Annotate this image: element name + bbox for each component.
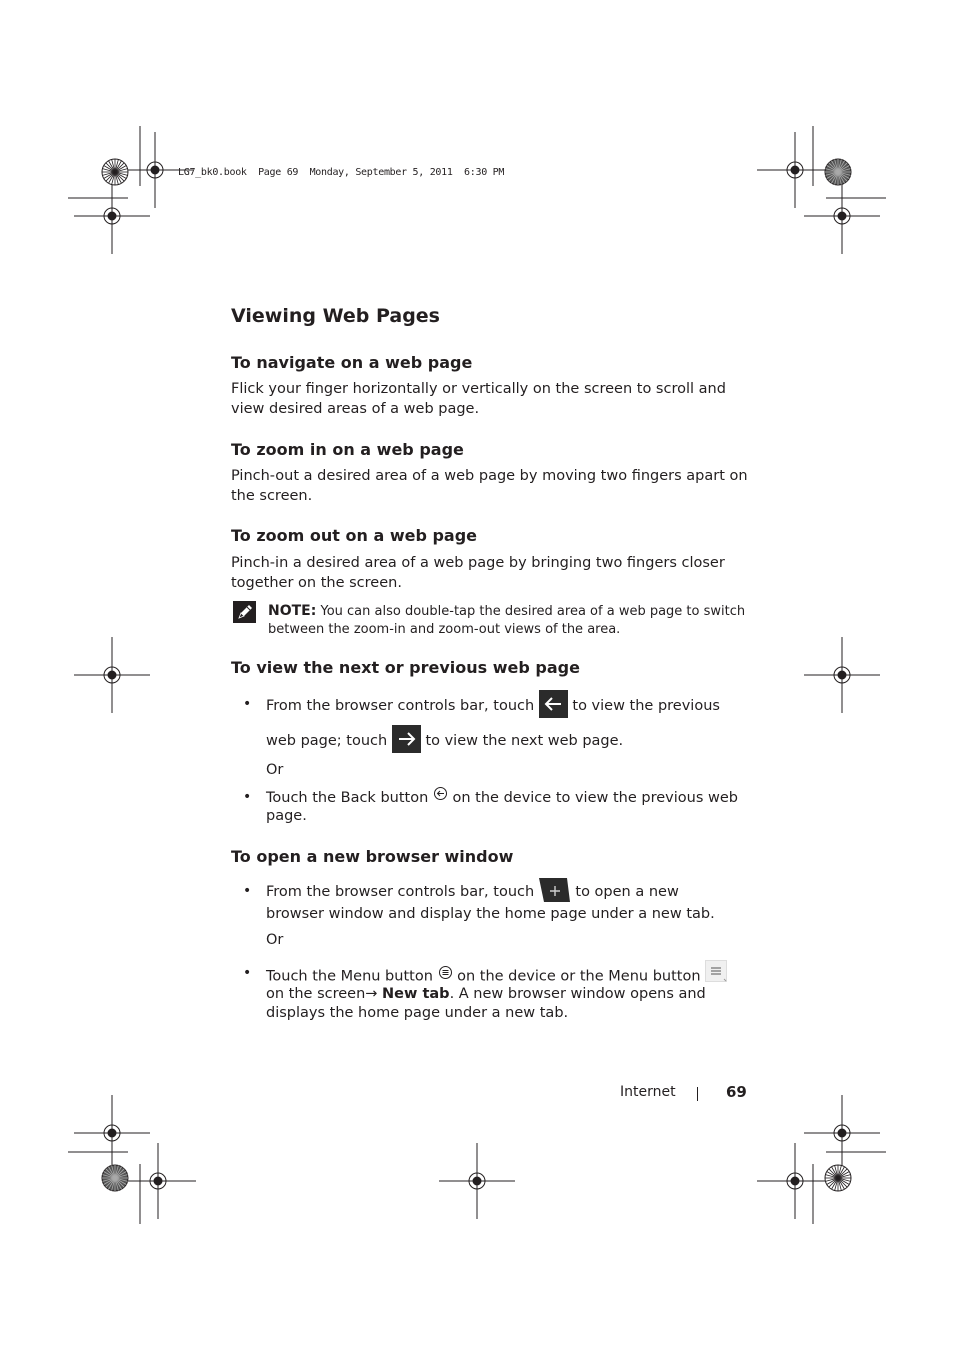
heading-next-prev: To view the next or previous web page xyxy=(231,658,580,677)
new-window-text-5: on the device or the Menu button xyxy=(457,968,701,985)
new-tab-label: New tab xyxy=(382,986,450,1002)
starburst-mark xyxy=(825,1165,851,1191)
or-2: Or xyxy=(266,932,284,948)
text-zoom-in: Pinch-out a desired area of a web page by moving two fingers apart on the screen. xyxy=(231,468,748,504)
registration-target xyxy=(757,1143,833,1219)
note-text xyxy=(268,602,748,639)
registration-target xyxy=(74,637,150,713)
next-prev-line-1 xyxy=(266,692,746,720)
registration-target xyxy=(439,1143,515,1219)
next-prev-text-4: to view the next web page. xyxy=(425,733,624,749)
device-menu-icon xyxy=(438,965,453,987)
page-title: Viewing Web Pages xyxy=(231,305,440,327)
registration-target xyxy=(74,1095,150,1171)
next-prev-text-6: on the device to view the previous web xyxy=(452,789,738,806)
new-window-line-1 xyxy=(266,878,746,906)
note-body: You can also double-tap the desired area of a web page to switch between the zoom-in and zoom-out views of the area. xyxy=(268,604,746,637)
bullet: • xyxy=(243,965,252,981)
note-label: NOTE: xyxy=(268,603,317,619)
heading-new-window: To open a new browser window xyxy=(231,847,514,866)
registration-target xyxy=(74,178,150,254)
forward-arrow-icon[interactable] xyxy=(392,725,421,753)
registration-target xyxy=(120,1143,196,1219)
registration-target xyxy=(804,1095,880,1171)
starburst-mark xyxy=(102,159,128,185)
page-number: 69 xyxy=(726,1083,747,1101)
new-window-text-4: Touch the Menu button xyxy=(266,968,433,985)
footer-divider xyxy=(697,1087,698,1101)
registration-target xyxy=(804,637,880,713)
next-prev-line-3 xyxy=(266,787,746,809)
new-window-text-7: . A new browser window opens and xyxy=(449,986,706,1002)
starburst-mark xyxy=(825,159,851,185)
starburst-mark xyxy=(102,1165,128,1191)
next-prev-text-5: Touch the Back button xyxy=(266,789,429,806)
next-prev-text-2: to view the previous xyxy=(572,698,720,714)
bullet: • xyxy=(243,696,252,712)
text-navigate: Flick your finger horizontally or vertically on the screen to scroll and view desired areas of a web page. xyxy=(231,381,726,417)
bullet: • xyxy=(243,883,252,899)
device-back-icon xyxy=(433,786,448,808)
new-window-text-2: to open a new xyxy=(575,884,679,900)
next-prev-text-3: web page; touch xyxy=(266,733,388,749)
bullet: • xyxy=(243,789,252,805)
heading-navigate: To navigate on a web page xyxy=(231,353,473,372)
registration-target xyxy=(804,178,880,254)
slug-line: LG7_bk0.book Page 69 Monday, September 5, 2011 6:30 PM xyxy=(178,167,505,178)
new-window-text-8: displays the home page under a new tab. xyxy=(266,1005,569,1021)
new-window-text-3: browser window and display the home page under a new tab. xyxy=(266,906,715,922)
heading-zoom-in: To zoom in on a web page xyxy=(231,440,464,459)
heading-zoom-out: To zoom out on a web page xyxy=(231,526,478,545)
note-pencil-icon xyxy=(233,601,256,623)
next-prev-text-1: From the browser controls bar, touch xyxy=(266,698,535,714)
back-arrow-icon[interactable] xyxy=(539,690,568,718)
new-tab-plus-icon[interactable] xyxy=(539,876,571,904)
new-window-text-6: on the screen xyxy=(266,986,366,1002)
arrow-glyph: → xyxy=(365,986,378,1002)
or-1: Or xyxy=(266,762,284,778)
next-prev-text-7: page. xyxy=(266,808,307,824)
footer-section: Internet xyxy=(620,1084,676,1100)
text-zoom-out: Pinch-in a desired area of a web page by bringing two fingers closer together on the screen. xyxy=(231,555,725,591)
next-prev-line-2 xyxy=(266,727,746,755)
new-window-line-4 xyxy=(266,985,746,1005)
new-window-text-1: From the browser controls bar, touch xyxy=(266,884,535,900)
registration-target xyxy=(757,132,833,208)
